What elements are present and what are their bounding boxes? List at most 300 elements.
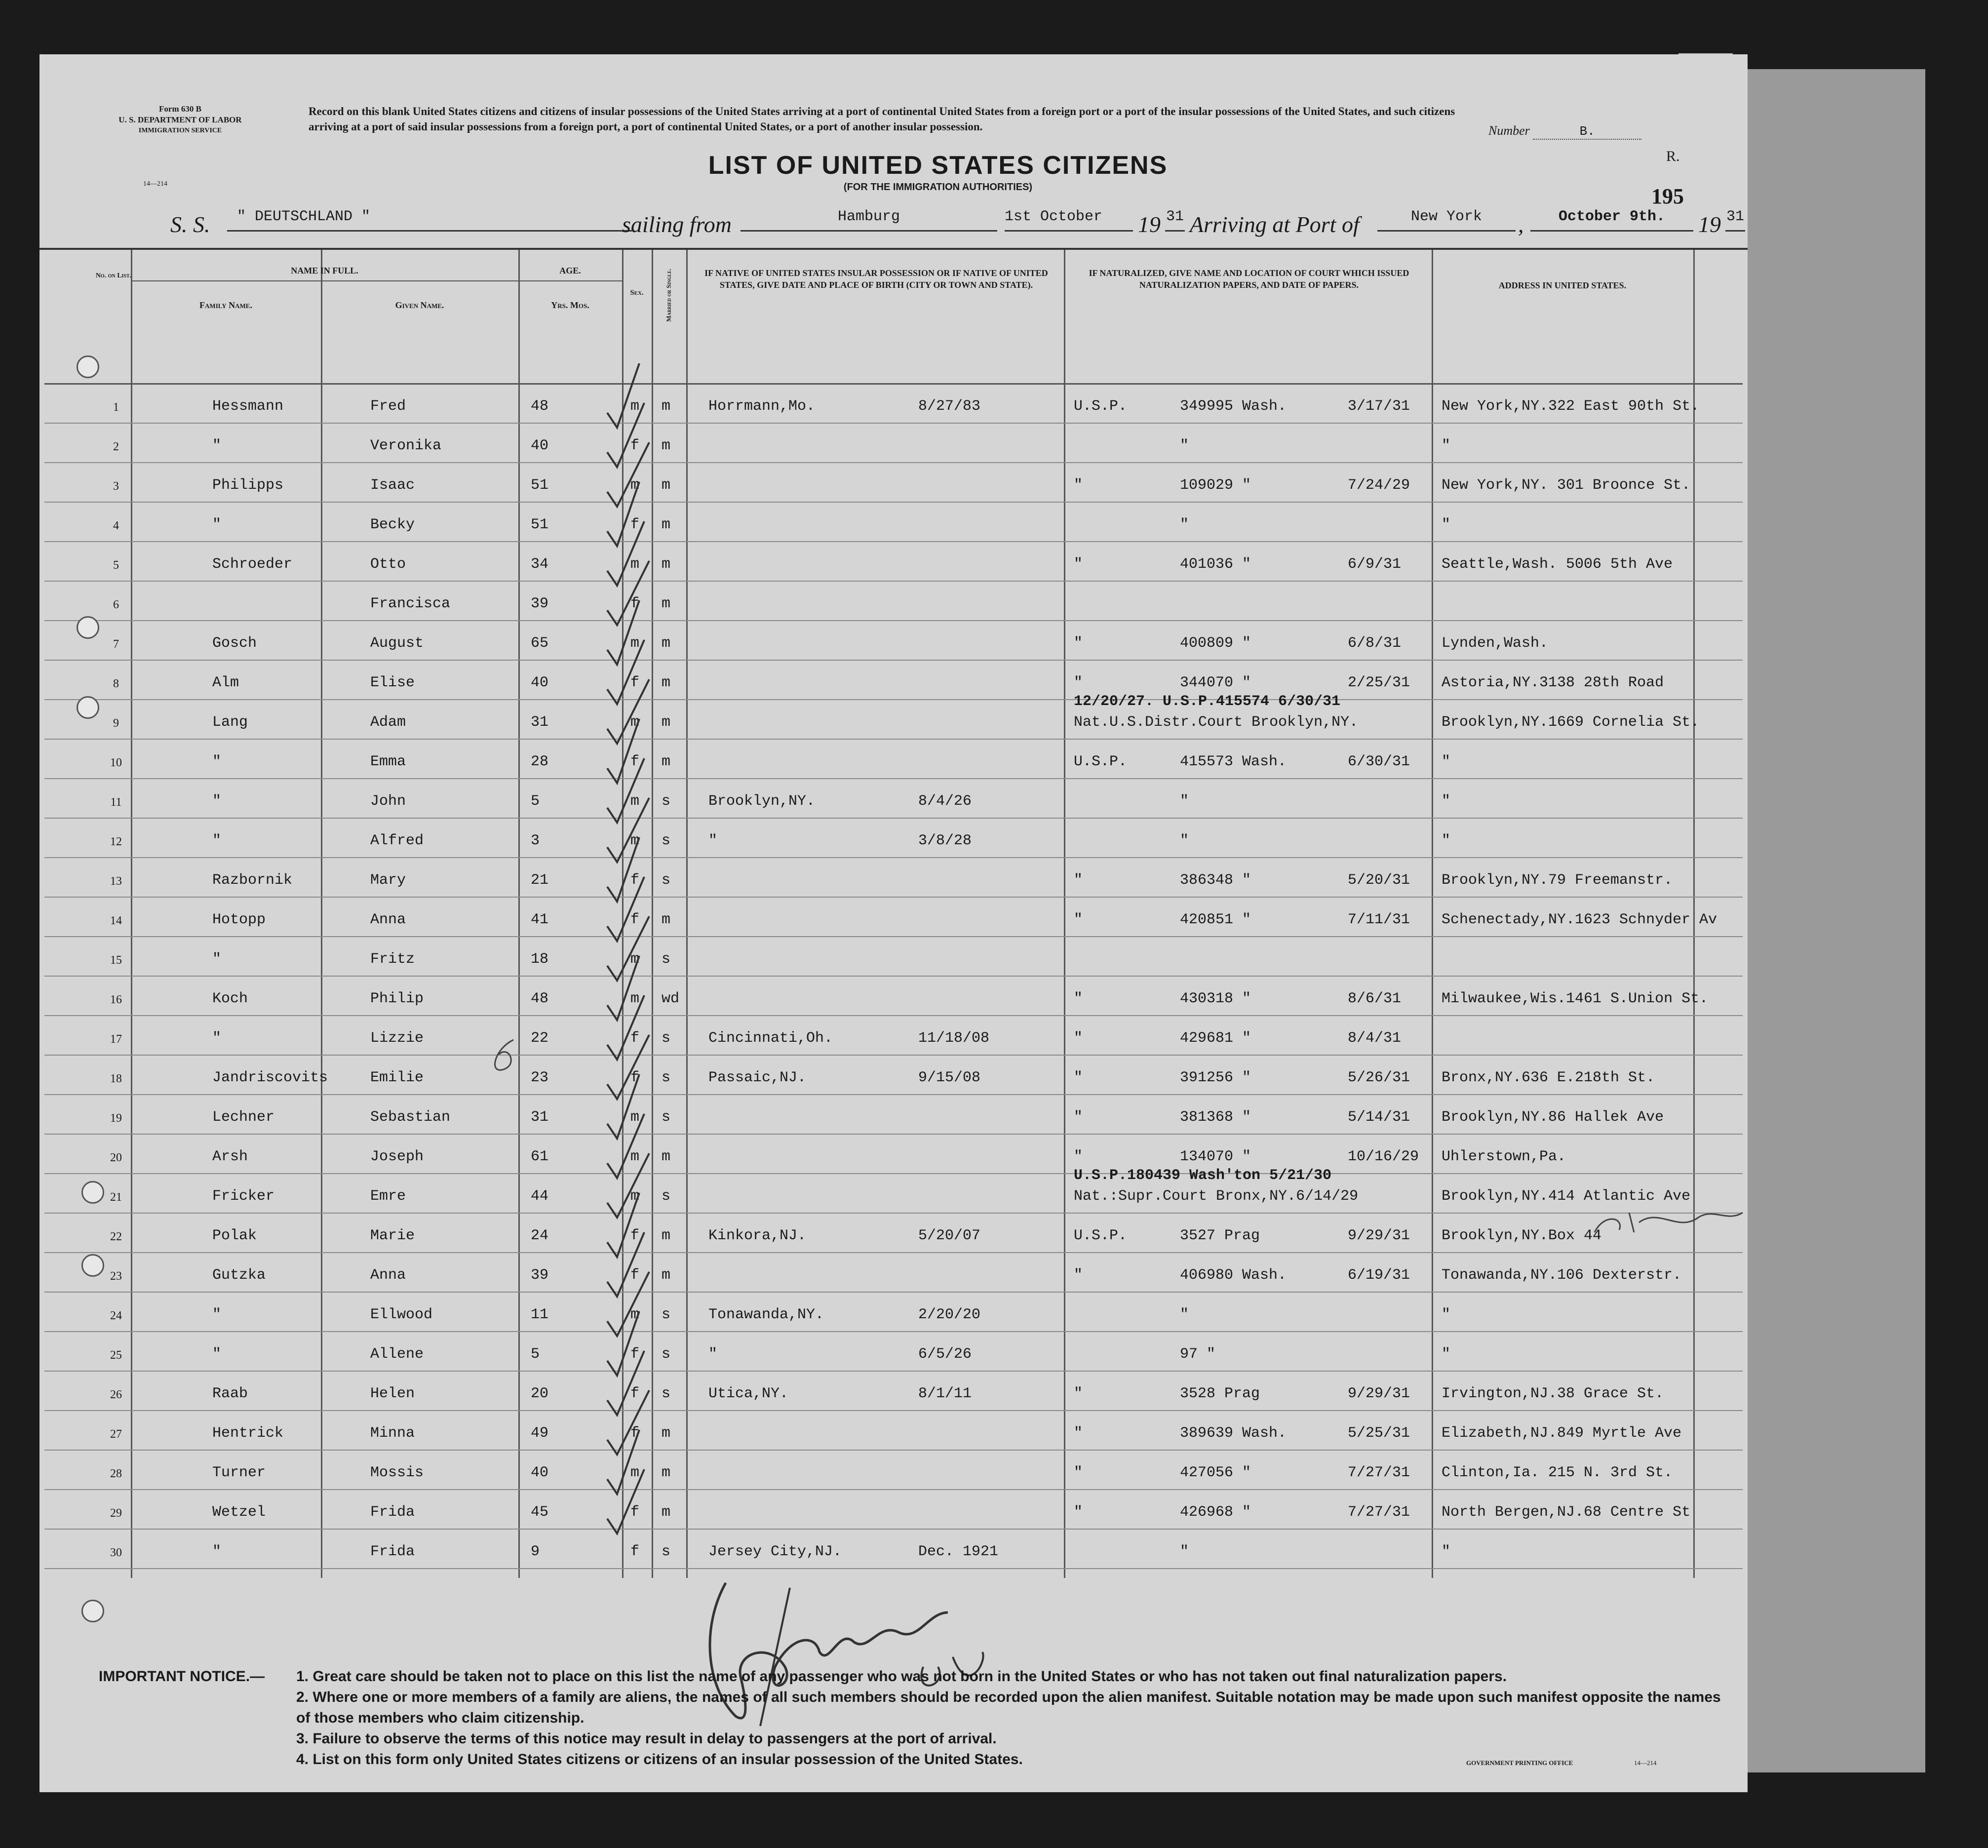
row-marital: m (662, 1148, 671, 1165)
row-address: Clinton,Ia. 215 N. 3rd St. (1442, 1464, 1673, 1481)
departure-date: 1st October (1005, 208, 1133, 232)
punch-hole (81, 1600, 104, 1622)
departure-port: Hamburg (741, 208, 997, 232)
row-nat-date: 9/29/31 (1348, 1385, 1410, 1402)
row-address: " (1442, 516, 1451, 533)
row-rule (44, 897, 1743, 898)
row-nat-court: U.S.P. (1074, 753, 1128, 770)
row-given-name: Emre (370, 1188, 406, 1205)
row-address: Irvington,NJ.38 Grace St. (1442, 1385, 1664, 1402)
header-married: Married or Single. (665, 269, 672, 322)
row-given-name: Elise (370, 674, 415, 691)
row-given-name: Allene (370, 1346, 424, 1363)
row-marital: wd (662, 990, 680, 1007)
row-sex: f (630, 872, 640, 889)
number-label: Number (1488, 123, 1530, 138)
row-nat-number: 349995 Wash. (1180, 398, 1287, 415)
row-number: 23 (110, 1270, 122, 1283)
row-family-name: Gosch (212, 635, 257, 652)
row-nat-number: 429681 " (1180, 1030, 1251, 1047)
row-number: 12 (110, 835, 122, 848)
row-sex: f (630, 753, 640, 770)
row-number: 10 (110, 756, 122, 769)
row-birth-date: 5/20/07 (918, 1227, 981, 1244)
row-birth-date: 8/27/83 (918, 398, 981, 415)
row-age: 5 (531, 793, 540, 810)
row-number: 18 (110, 1072, 122, 1085)
row-given-name: Veronika (370, 437, 442, 454)
row-sex: f (630, 595, 640, 612)
row-sex: m (630, 477, 640, 494)
row-nat-number: " (1180, 832, 1189, 849)
row-family-name: Turner (212, 1464, 266, 1481)
row-marital: m (662, 477, 671, 494)
check-mark (607, 1430, 639, 1494)
row-nat-court: " (1074, 990, 1083, 1007)
header-given: Given Name. (395, 300, 444, 310)
check-mark (607, 798, 649, 862)
row-nat-date: 5/26/31 (1348, 1069, 1410, 1086)
row-sex: m (630, 398, 640, 415)
row-sex: f (630, 1425, 640, 1442)
row-number: 21 (110, 1191, 122, 1204)
notice-heading: IMPORTANT NOTICE.— (99, 1668, 265, 1685)
punch-hole (77, 616, 99, 639)
check-mark (607, 1469, 644, 1533)
row-marital: s (662, 1188, 671, 1205)
row-rule (44, 1489, 1743, 1490)
row-family-name: Arsh (212, 1148, 248, 1165)
row-birth-place: Utica,NY. (708, 1385, 789, 1402)
notice-item: 4. List on this form only United States citizens or citizens of an insular possession of the United States. (296, 1751, 1023, 1768)
row-address: Astoria,NY.3138 28th Road (1442, 674, 1664, 691)
check-mark (607, 482, 639, 546)
arriving-label: Arriving at Port of (1190, 212, 1360, 237)
row-address: New York,NY.322 East 90th St. (1442, 398, 1700, 415)
row-nat-number: 420851 " (1180, 911, 1251, 928)
form-number: Form 630 B (159, 104, 201, 114)
row-family-name: Lang (212, 714, 248, 731)
row-nat-court: " (1074, 872, 1083, 889)
row-age: 40 (531, 437, 549, 454)
row-age: 45 (531, 1504, 549, 1521)
row-sex: f (630, 1267, 640, 1284)
check-mark (607, 1232, 644, 1297)
row-number: 9 (113, 717, 119, 730)
row-rule (44, 1292, 1743, 1293)
row-given-name: Marie (370, 1227, 415, 1244)
row-birth-place: Horrmann,Mo. (708, 398, 816, 415)
row-birth-place: " (708, 1346, 718, 1363)
row-family-name: Koch (212, 990, 248, 1007)
header-no: No. on List. (95, 272, 132, 279)
row-nat-date: 5/14/31 (1348, 1109, 1410, 1126)
row-address: Bronx,NY.636 E.218th St. (1442, 1069, 1655, 1086)
row-address: Brooklyn,NY.79 Freemanstr. (1442, 872, 1673, 889)
row-address: " (1442, 793, 1451, 810)
row-rule (44, 581, 1743, 582)
row-number: 8 (113, 677, 119, 690)
row-number: 20 (110, 1151, 122, 1164)
row-birth-date: 2/20/20 (918, 1306, 981, 1323)
row-address: Brooklyn,NY.414 Atlantic Ave (1442, 1188, 1691, 1205)
row-family-name: Jandriscovits (212, 1069, 328, 1086)
row-family-name: " (212, 1030, 222, 1047)
row-marital: m (662, 556, 671, 573)
arrival-port: New York (1377, 208, 1516, 232)
check-mark (607, 363, 639, 428)
check-mark (607, 1272, 649, 1336)
row-marital: m (662, 714, 671, 731)
check-mark (607, 679, 649, 744)
row-family-name: Hentrick (212, 1425, 284, 1442)
row-family-name: " (212, 951, 222, 968)
row-nat-number: 426968 " (1180, 1504, 1251, 1521)
row-nat-number: 109029 " (1180, 477, 1251, 494)
row-marital: s (662, 832, 671, 849)
row-marital: m (662, 398, 671, 415)
row-sex: m (630, 990, 640, 1007)
header-age: AGE. (559, 266, 581, 275)
row-nat-number: 134070 " (1180, 1148, 1251, 1165)
header-sub-rule (131, 280, 622, 281)
row-sex: f (630, 1030, 640, 1047)
row-sex: f (630, 674, 640, 691)
row-family-name: Wetzel (212, 1504, 266, 1521)
page-number: 195 (1651, 184, 1684, 208)
row-family-name: Fricker (212, 1188, 275, 1205)
row-sex: f (630, 1069, 640, 1086)
row-number: 11 (110, 796, 122, 809)
row-address: Uhlerstown,Pa. (1442, 1148, 1566, 1165)
row-number: 19 (110, 1112, 122, 1125)
row-age: 51 (531, 516, 549, 533)
notice-item: 2. Where one or more members of a family are aliens, the names of all such members should be recorded upon the alien manifest. Suitable notation may be made upon such manifest opposite the names of those members who claim citizenship. (296, 1689, 1721, 1726)
row-birth-date: 9/15/08 (918, 1069, 981, 1086)
row-nat-number: " (1180, 516, 1189, 533)
row-nat-court: " (1074, 556, 1083, 573)
row-sex: f (630, 516, 640, 533)
row-birth-date: 11/18/08 (918, 1030, 990, 1047)
row-nat-court: " (1074, 1069, 1083, 1086)
row-address: " (1442, 1306, 1451, 1323)
row-given-name: Emilie (370, 1069, 424, 1086)
row-rule (44, 1055, 1743, 1056)
row-address: Lynden,Wash. (1442, 635, 1549, 652)
row-nat-number: " (1180, 1543, 1189, 1560)
row-number: 15 (110, 954, 122, 967)
row-sex: m (630, 1148, 640, 1165)
row-number: 1 (113, 401, 119, 414)
row-number: 22 (110, 1230, 122, 1243)
row-number: 29 (110, 1507, 122, 1520)
row-nat-number: 401036 " (1180, 556, 1251, 573)
row-rule (44, 818, 1743, 819)
header-bottom-rule (44, 383, 1743, 385)
row-number: 14 (110, 914, 122, 927)
row-given-name: Lizzie (370, 1030, 424, 1047)
row-rule (44, 1450, 1743, 1451)
row-given-name: Francisca (370, 595, 451, 612)
row-given-name: Otto (370, 556, 406, 573)
row-rule (44, 462, 1743, 463)
row-given-name: Alfred (370, 832, 424, 849)
row-nat-court: U.S.P. (1074, 1227, 1128, 1244)
row-rule (44, 778, 1743, 779)
row-nat-court: " (1074, 1267, 1083, 1284)
row-nat-date: 3/17/31 (1348, 398, 1410, 415)
row-sex: m (630, 714, 640, 731)
row-number: 16 (110, 993, 122, 1006)
row-number: 2 (113, 440, 119, 453)
row-birth-date: 8/1/11 (918, 1385, 972, 1402)
check-mark (607, 1311, 639, 1376)
notice-items (296, 1666, 1728, 1770)
check-mark (607, 916, 649, 981)
row-nat-court: " (1074, 1030, 1083, 1047)
row-nat-date: 6/30/31 (1348, 753, 1410, 770)
header-yrs-mos: Yrs. Mos. (551, 300, 589, 310)
row-sex: f (630, 1543, 640, 1560)
row-marital: m (662, 1425, 671, 1442)
row-sex: m (630, 832, 640, 849)
row-nat-number: 415573 Wash. (1180, 753, 1287, 770)
row-marital: m (662, 753, 671, 770)
year-suffix: 31 (1165, 208, 1185, 232)
row-marital: m (662, 1267, 671, 1284)
row-marital: s (662, 793, 671, 810)
row-age: 34 (531, 556, 549, 573)
row-marital: s (662, 1543, 671, 1560)
printer-credit: GOVERNMENT PRINTING OFFICE (1466, 1759, 1573, 1767)
number-value: B. (1533, 124, 1641, 140)
header-birth: IF NATIVE OF UNITED STATES INSULAR POSSESSION OR IF NATIVE OF UNITED STATES, GIVE DATE AND PLACE OF BIRTH (CITY OR TOWN AND STATE). (704, 268, 1048, 290)
form-code: 14—214 (143, 180, 167, 188)
row-given-name: Mossis (370, 1464, 424, 1481)
row-age: 31 (531, 714, 549, 731)
year-prefix: 19 (1138, 212, 1161, 237)
punch-hole (77, 355, 99, 378)
row-address: Schenectady,NY.1623 Schnyder Av (1442, 911, 1717, 928)
row-family-name: Philipps (212, 477, 284, 494)
row-nat-above: U.S.P.180439 Wash'ton 5/21/30 (1074, 1167, 1332, 1184)
row-given-name: Anna (370, 1267, 406, 1284)
row-family-name: Gutzka (212, 1267, 266, 1284)
check-mark (607, 758, 644, 823)
row-birth-place: Passaic,NJ. (708, 1069, 807, 1086)
row-nat-number: 381368 " (1180, 1109, 1251, 1126)
row-age: 40 (531, 674, 549, 691)
row-nat-date: 6/8/31 (1348, 635, 1402, 652)
row-rule (44, 976, 1743, 977)
col-divider (321, 250, 322, 1578)
sailing-line (128, 202, 1744, 242)
row-nat-court: U.S.P. (1074, 398, 1128, 415)
row-birth-date: 3/8/28 (918, 832, 972, 849)
row-rule (44, 620, 1743, 621)
row-number: 26 (110, 1388, 122, 1401)
row-number: 5 (113, 559, 119, 572)
row-family-name: " (212, 832, 222, 849)
row-nat-date: 7/27/31 (1348, 1504, 1410, 1521)
row-given-name: Minna (370, 1425, 415, 1442)
row-number: 28 (110, 1467, 122, 1480)
row-sex: m (630, 1306, 640, 1323)
row-nat-number: 3527 Prag (1180, 1227, 1260, 1244)
row-address: " (1442, 1346, 1451, 1363)
form-id-block (99, 104, 262, 136)
row-given-name: Joseph (370, 1148, 424, 1165)
sailing-from-label: sailing from (622, 212, 732, 237)
row-rule (44, 1173, 1743, 1174)
row-family-name: Alm (212, 674, 239, 691)
row-sex: f (630, 437, 640, 454)
row-given-name: Becky (370, 516, 415, 533)
row-rule (44, 936, 1743, 937)
ship-name: " DEUTSCHLAND " (227, 208, 632, 232)
row-family-name: Lechner (212, 1109, 275, 1126)
row-marital: m (662, 437, 671, 454)
row-age: 61 (531, 1148, 549, 1165)
row-sex: m (630, 635, 640, 652)
row-marital: s (662, 1346, 671, 1363)
punch-hole (81, 1254, 104, 1277)
row-nat-number: 386348 " (1180, 872, 1251, 889)
row-address: New York,NY. 301 Broonce St. (1442, 477, 1691, 494)
check-mark (607, 877, 644, 941)
row-marital: m (662, 911, 671, 928)
row-rule (44, 1252, 1743, 1253)
row-age: 20 (531, 1385, 549, 1402)
row-family-name: Hotopp (212, 911, 266, 928)
record-instructions: Record on this blank United States citizens and citizens of insular possessions of the United States arriving at a port of continental United States from a foreign port or a port of the insular possessions of the United States, and such citizens arriving at a port of said insular possessions from a foreign port, a port of continental United States, or a port of another insular possession. (309, 105, 1455, 133)
row-age: 48 (531, 990, 549, 1007)
row-address: Seattle,Wash. 5006 5th Ave (1442, 556, 1673, 573)
row-given-name: Anna (370, 911, 406, 928)
row-nat-number: " (1180, 793, 1189, 810)
row-family-name: " (212, 753, 222, 770)
row-nat-date: 2/25/31 (1348, 674, 1410, 691)
row-number: 7 (113, 638, 119, 651)
row-sex: m (630, 1464, 640, 1481)
row-age: 31 (531, 1109, 549, 1126)
row-age: 48 (531, 398, 549, 415)
row-sex: f (630, 1346, 640, 1363)
row-rule (44, 699, 1743, 700)
row-rule (44, 1094, 1743, 1095)
col-divider (686, 250, 688, 1578)
row-family-name: Polak (212, 1227, 257, 1244)
row-rule (44, 423, 1743, 424)
row-nat-number: 430318 " (1180, 990, 1251, 1007)
check-marks-svg (602, 304, 671, 1608)
row-age: 9 (531, 1543, 540, 1560)
check-mark (607, 1193, 639, 1257)
row-nat-number: " (1180, 1306, 1189, 1323)
row-rule (44, 660, 1743, 661)
row-marital: s (662, 1385, 671, 1402)
row-nat-date: 7/24/29 (1348, 477, 1410, 494)
handwritten-mark (484, 1035, 523, 1079)
row-rule (44, 1213, 1743, 1214)
check-mark (607, 1074, 639, 1139)
row-birth-place: " (708, 832, 718, 849)
row-rule (44, 1015, 1743, 1016)
manifest-page (39, 54, 1748, 1792)
row-birth-date: Dec. 1921 (918, 1543, 999, 1560)
row-family-name: Schroeder (212, 556, 293, 573)
row-nat-date: 6/9/31 (1348, 556, 1402, 573)
arrival-date: October 9th. (1530, 208, 1693, 232)
row-marital: m (662, 1504, 671, 1521)
row-nat-court: " (1074, 1464, 1083, 1481)
row-nat-date: 5/20/31 (1348, 872, 1410, 889)
row-birth-place: Jersey City,NJ. (708, 1543, 842, 1560)
row-marital: s (662, 872, 671, 889)
row-nat-date: 6/19/31 (1348, 1267, 1410, 1284)
row-birth-date: 8/4/26 (918, 793, 972, 810)
row-age: 11 (531, 1306, 549, 1323)
punch-hole (77, 696, 99, 719)
notice-item: 3. Failure to observe the terms of this notice may result in delay to passengers at the port of arrival. (296, 1730, 997, 1747)
row-address: Elizabeth,NJ.849 Myrtle Ave (1442, 1425, 1682, 1442)
arrival-year-suffix: 31 (1725, 208, 1745, 232)
row-address: " (1442, 753, 1451, 770)
row-given-name: Fritz (370, 951, 415, 968)
check-mark (607, 837, 639, 902)
row-address: " (1442, 832, 1451, 849)
row-nat-number: 389639 Wash. (1180, 1425, 1287, 1442)
row-rule (44, 739, 1743, 740)
row-number: 13 (110, 875, 122, 888)
row-given-name: Sebastian (370, 1109, 451, 1126)
row-sex: m (630, 793, 640, 810)
row-address: Brooklyn,NY.1669 Cornelia St. (1442, 714, 1700, 731)
row-marital: s (662, 1069, 671, 1086)
row-age: 44 (531, 1188, 549, 1205)
row-family-name: Razbornik (212, 872, 293, 889)
header-name-in-full: NAME IN FULL. (291, 266, 358, 275)
ss-label: S. S. (170, 212, 210, 237)
row-nat-number: 406980 Wash. (1180, 1267, 1287, 1284)
row-age: 39 (531, 1267, 549, 1284)
row-sex: m (630, 556, 640, 573)
row-marital: m (662, 674, 671, 691)
row-sex: m (630, 1109, 640, 1126)
row-family-name: " (212, 1543, 222, 1560)
notice-item: 1. Great care should be taken not to place on this list the name of any passenger who was not born in the United States or who has not taken out final naturalization papers. (296, 1668, 1507, 1685)
row-nat-date: 8/4/31 (1348, 1030, 1402, 1047)
row-age: 23 (531, 1069, 549, 1086)
service: IMMIGRATION SERVICE (138, 127, 222, 134)
row-address: Brooklyn,NY.86 Hallek Ave (1442, 1109, 1664, 1126)
row-age: 65 (531, 635, 549, 652)
row-nat-date: 7/11/31 (1348, 911, 1410, 928)
row-nat-court: " (1074, 1504, 1083, 1521)
row-given-name: Philip (370, 990, 424, 1007)
row-nat-date: 9/29/31 (1348, 1227, 1410, 1244)
row-birth-place: Kinkora,NJ. (708, 1227, 807, 1244)
row-age: 41 (531, 911, 549, 928)
row-nat-court: " (1074, 1425, 1083, 1442)
row-number: 25 (110, 1349, 122, 1362)
punch-hole (81, 1181, 104, 1204)
row-nat-number: 344070 " (1180, 674, 1251, 691)
row-address: " (1442, 1543, 1451, 1560)
row-family-name: " (212, 1346, 222, 1363)
row-nat-number: 391256 " (1180, 1069, 1251, 1086)
row-age: 49 (531, 1425, 549, 1442)
